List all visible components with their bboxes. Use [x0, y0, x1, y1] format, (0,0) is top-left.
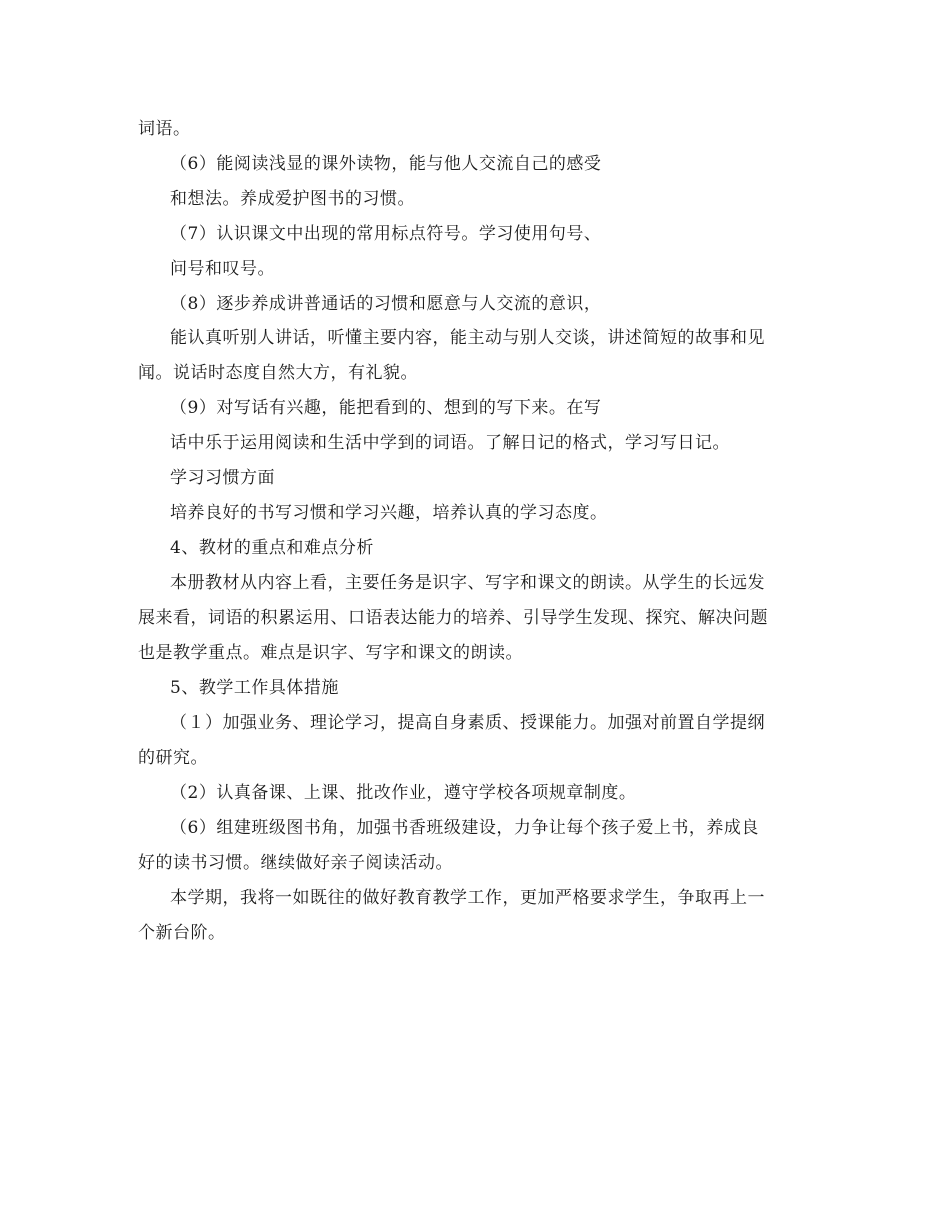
text-line: 能认真听别人讲话，听懂主要内容，能主动与别人交谈，讲述简短的故事和见: [170, 328, 765, 348]
text-line: 和想法。养成爱护图书的习惯。: [170, 189, 415, 209]
text-line: 话中乐于运用阅读和生活中学到的词语。了解日记的格式，学习写日记。: [170, 433, 730, 453]
text-line: 培养良好的书写习惯和学习兴趣，培养认真的学习态度。: [170, 503, 608, 523]
text-line: （6）能阅读浅显的课外读物，能与他人交流自己的感受: [170, 154, 602, 174]
text-line: 的研究。: [138, 748, 208, 768]
section-heading: 学习习惯方面: [170, 468, 275, 488]
text-line: 词语。: [138, 119, 191, 139]
text-line: 展来看，词语的积累运用、口语表达能力的培养、引导学生发现、探究、解决问题: [138, 608, 768, 628]
text-line: （１）加强业务、理论学习，提高自身素质、授课能力。加强对前置自学提纲: [170, 713, 765, 733]
text-line: （7）认识课文中出现的常用标点符号。学习使用句号、: [170, 224, 602, 244]
text-line: 好的读书习惯。继续做好亲子阅读活动。: [138, 853, 453, 873]
text-line: 问号和叹号。: [170, 259, 275, 279]
text-line: 也是教学重点。难点是识字、写字和课文的朗读。: [138, 643, 523, 663]
text-line: 个新台阶。: [138, 923, 226, 943]
text-line: （8）逐步养成讲普通话的习惯和愿意与人交流的意识，: [170, 294, 602, 314]
text-line: （9）对写话有兴趣，能把看到的、想到的写下来。在写: [170, 398, 602, 418]
text-line: （2）认真备课、上课、批改作业，遵守学校各项规章制度。: [170, 783, 637, 803]
text-line: 本学期，我将一如既往的做好教育教学工作，更加严格要求学生，争取再上一: [170, 888, 765, 908]
text-line: 闻。说话时态度自然大方，有礼貌。: [138, 363, 418, 383]
text-line: 本册教材从内容上看，主要任务是识字、写字和课文的朗读。从学生的长远发: [170, 573, 765, 593]
section-heading: 4、教材的重点和难点分析: [170, 538, 374, 558]
text-line: （6）组建班级图书角，加强书香班级建设，力争让每个孩子爱上书，养成良: [170, 818, 759, 838]
section-heading: 5、教学工作具体措施: [170, 678, 339, 698]
